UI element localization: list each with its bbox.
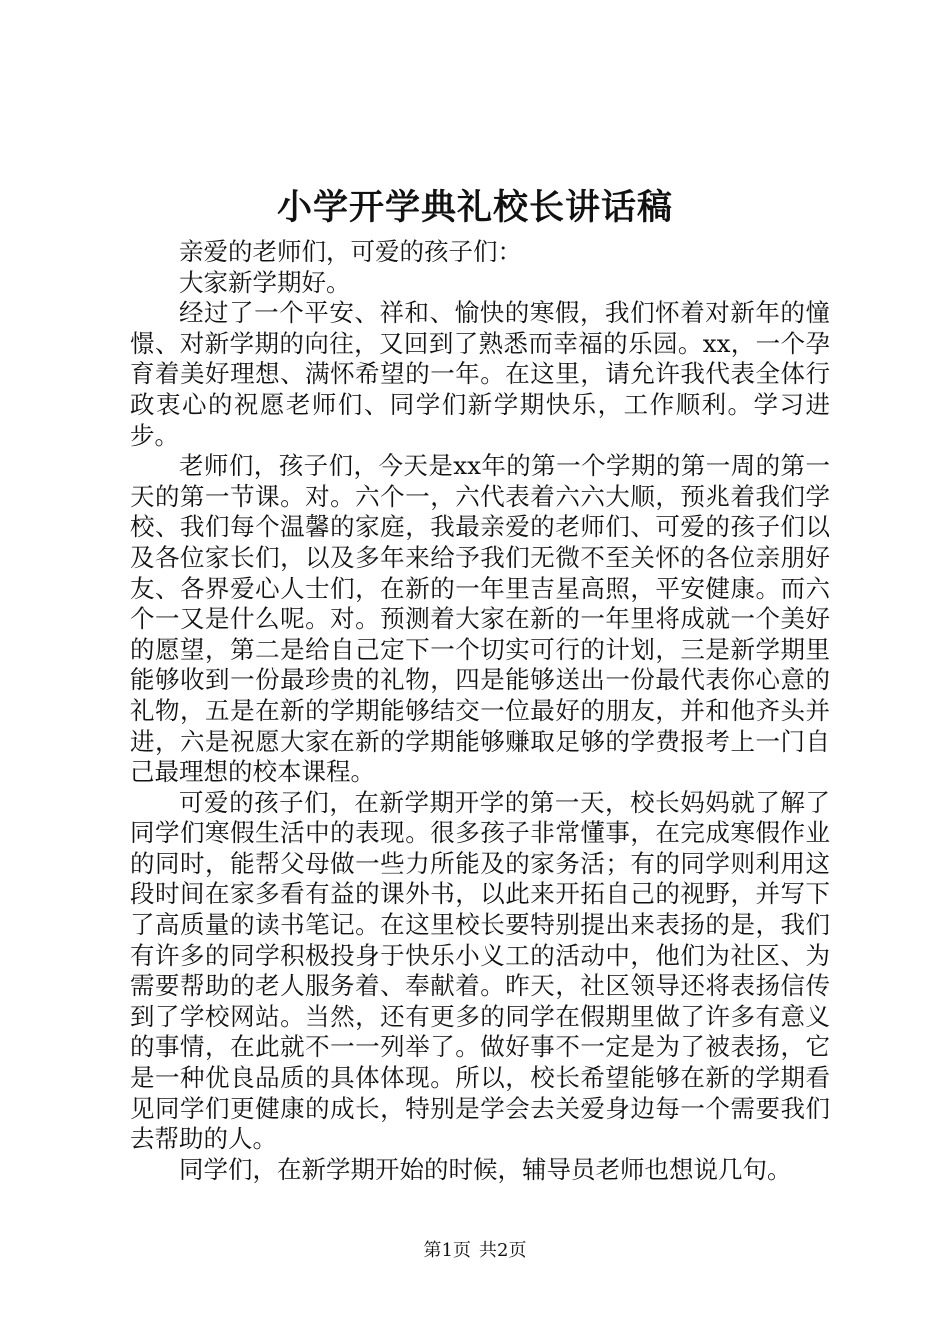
- paragraph-greeting: 大家新学期好。: [179, 267, 351, 297]
- paragraph-salutation: 亲爱的老师们，可爱的孩子们：: [179, 237, 522, 266]
- paragraph-3: 可爱的孩子们，在新学期开学的第一天，校长妈妈就了解了同学们寒假生活中的表现。很多孩子非常懂事，在完成寒假作业的同时，能帮父母做一些力所能及的家务活；有的同学则利用这段时间在家多看有益的课外书，以此来开拓自己的视野，并写下了高质量的读书笔记。在这里校长要特别提出来表扬的是，我们有许多的同学积极投身于快乐小义工的活动中，他们为社区、为需要帮助的老人服务着、奉献着。昨天，社区领导还将表扬信传到了学校网站。当然，还有更多的同学在假期里做了许多有意义的事情，在此就不一一列举了。做好事不一定是为了被表扬，它是一种优良品质的具体体现。所以，校长希望能够在新的学期看见同学们更健康的成长，特别是学会去关爱身边每一个需要我们去帮助的人。: [130, 787, 830, 1154]
- paragraph-1: 经过了一个平安、祥和、愉快的寒假，我们怀着对新年的憧憬、对新学期的向往，又回到了熟悉而幸福的乐园。xx，一个孕育着美好理想、满怀希望的一年。在这里，请允许我代表全体行政衷心的祝愿老师们、同学们新学期快乐，工作顺利。学习进步。: [130, 298, 830, 450]
- page-number-total: 共2页: [479, 1240, 527, 1261]
- page-footer: [0, 1239, 950, 1263]
- page-number-current: 第1页: [423, 1240, 471, 1261]
- document-title: 小学开学典礼校长讲话稿: [276, 187, 673, 228]
- paragraph-4: 同学们，在新学期开始的时候，辅导员老师也想说几句。: [179, 1154, 792, 1184]
- document-body: [130, 237, 830, 1185]
- paragraph-2: 老师们，孩子们，今天是xx年的第一个学期的第一周的第一天的第一节课。对。六个一，六代表着六六大顺，预兆着我们学校、我们每个温馨的家庭，我最亲爱的老师们、可爱的孩子们以及各位家长们，以及多年来给予我们无微不至关怀的各位亲朋好友、各界爱心人士们，在新的一年里吉星高照，平安健康。而六个一又是什么呢。对。预测着大家在新的一年里将成就一个美好的愿望，第二是给自己定下一个切实可行的计划，三是新学期里能够收到一份最珍贵的礼物，四是能够送出一份最代表你心意的礼物，五是在新的学期能够结交一位最好的朋友，并和他齐头并进，六是祝愿大家在新的学期能够赚取足够的学费报考上一门自己最理想的校本课程。: [130, 451, 830, 787]
